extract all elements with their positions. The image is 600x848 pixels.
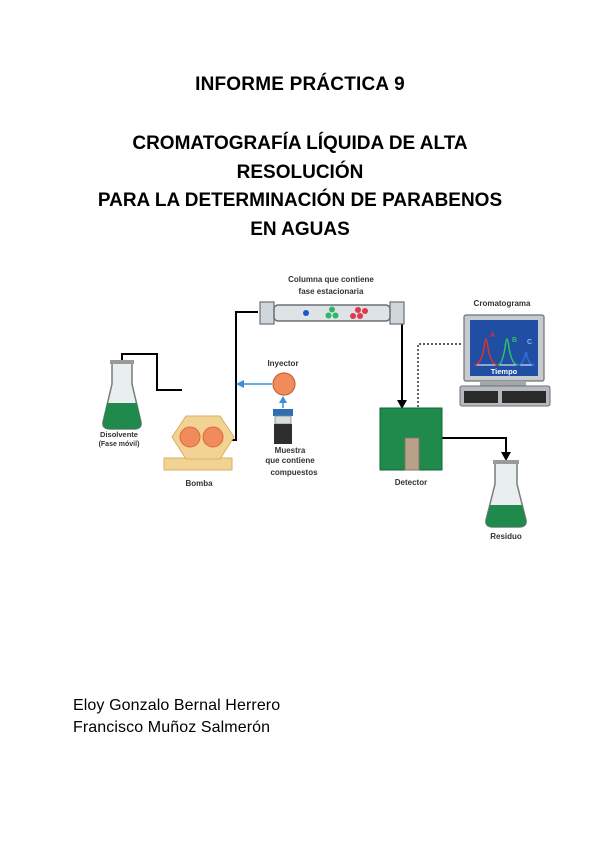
- residue-flask: [486, 460, 526, 527]
- time-label: Tiempo: [490, 367, 518, 376]
- peak-c-label: C: [527, 339, 533, 346]
- chromatogram-label: Cromatograma: [473, 299, 531, 308]
- pump-label: Bomba: [185, 479, 213, 488]
- column-label-2: fase estacionaria: [298, 287, 364, 296]
- sample-label-3: compuestos: [270, 468, 318, 477]
- author-2: Francisco Muñoz Salmerón: [73, 718, 271, 736]
- main-title: [0, 130, 600, 244]
- title-line-1: CROMATOGRAFÍA LÍQUIDA DE ALTA: [132, 133, 468, 154]
- detector-to-residue-line: [442, 438, 506, 455]
- column: [260, 302, 404, 324]
- peak-a-label: A: [490, 332, 496, 339]
- detector-to-computer-line: [418, 344, 463, 407]
- solvent-flask: [103, 360, 141, 429]
- hplc-diagram: [0, 262, 600, 562]
- report-title: INFORME PRÁCTICA 9: [195, 74, 405, 95]
- column-label-1: Columna que contiene: [288, 275, 374, 284]
- computer: [460, 315, 550, 406]
- sample-vial: [273, 409, 293, 444]
- sample-label-2: que contiene: [265, 456, 315, 465]
- title-line-2: RESOLUCIÓN: [236, 161, 364, 183]
- sample-label-1: Muestra: [274, 446, 306, 455]
- injector-arrow-head: [236, 380, 244, 388]
- title-line-4: EN AGUAS: [250, 218, 350, 240]
- solvent-label-1: Disolvente: [100, 430, 138, 439]
- pump: [164, 416, 234, 470]
- pump-to-column-line: [230, 312, 258, 440]
- sample-arrow-head: [279, 396, 287, 403]
- detector-label: Detector: [394, 478, 428, 487]
- author-1: Eloy Gonzalo Bernal Herrero: [73, 697, 281, 714]
- authors: [73, 695, 280, 738]
- peak-b-label: B: [512, 337, 518, 344]
- title-line-3: PARA LA DETERMINACIÓN DE PARABENOS: [97, 190, 503, 211]
- injector: [273, 373, 295, 395]
- residue-label: Residuo: [490, 532, 522, 541]
- injector-label: Inyector: [267, 359, 299, 368]
- detector: [380, 408, 442, 470]
- residue-arrow-head: [501, 452, 511, 461]
- solvent-label-2: (Fase móvil): [98, 441, 140, 448]
